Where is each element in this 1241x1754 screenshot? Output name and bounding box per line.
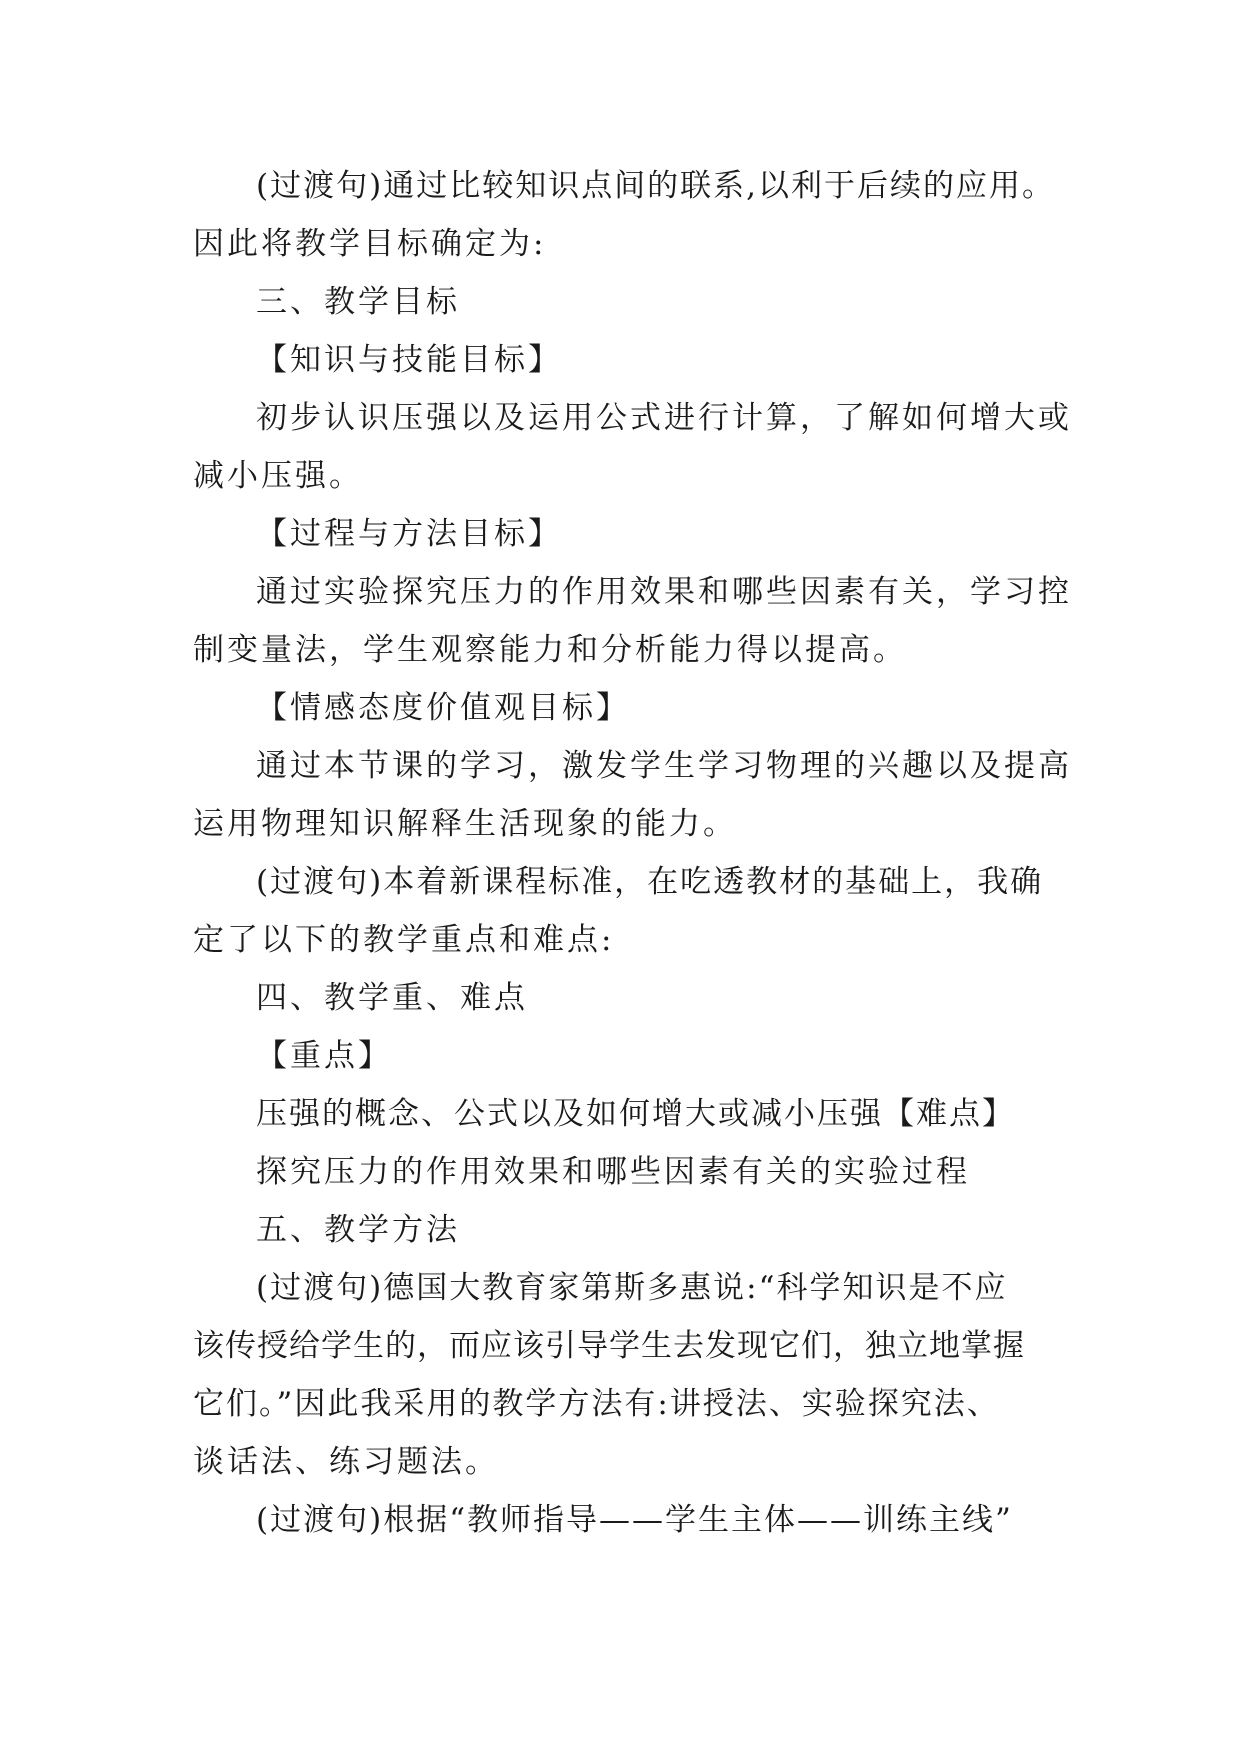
paragraph-line: 谈话法、练习题法。	[193, 1444, 499, 1480]
subsection-heading: 【情感态度价值观目标】	[256, 690, 630, 726]
paragraph-line: 因此将教学目标确定为:	[193, 226, 547, 262]
paragraph-line: (过渡句)通过比较知识点间的联系,以利于后续的应用。	[256, 168, 1056, 204]
section-heading: 五、教学方法	[256, 1212, 460, 1248]
paragraph-line: 制变量法，学生观察能力和分析能力得以提高。	[193, 632, 907, 668]
section-heading: 四、教学重、难点	[256, 980, 528, 1016]
subsection-heading: 【知识与技能目标】	[256, 342, 562, 378]
paragraph-line: (过渡句)根据“教师指导——学生主体——训练主线”	[256, 1502, 1013, 1538]
paragraph-line: 通过本节课的学习，激发学生学习物理的兴趣以及提高	[256, 748, 1072, 784]
paragraph-line: 探究压力的作用效果和哪些因素有关的实验过程	[256, 1154, 970, 1190]
paragraph-line: 初步认识压强以及运用公式进行计算，了解如何增大或	[256, 400, 1072, 436]
paragraph-line: 运用物理知识解释生活现象的能力。	[193, 806, 737, 842]
paragraph-line: (过渡句)本着新课程标准，在吃透教材的基础上，我确	[256, 864, 1044, 900]
paragraph-line: 减小压强。	[193, 458, 363, 494]
paragraph-line: 压强的概念、公式以及如何增大或减小压强【难点】	[256, 1096, 1015, 1132]
subsection-heading: 【过程与方法目标】	[256, 516, 562, 552]
paragraph-line: 该传授给学生的，而应该引导学生去发现它们，独立地掌握	[193, 1328, 1025, 1364]
section-heading: 三、教学目标	[256, 284, 460, 320]
subsection-heading: 【重点】	[256, 1038, 392, 1074]
paragraph-line: (过渡句)德国大教育家第斯多惠说:“科学知识是不应	[256, 1270, 1008, 1306]
paragraph-line: 定了以下的教学重点和难点:	[193, 922, 615, 958]
paragraph-line: 通过实验探究压力的作用效果和哪些因素有关，学习控	[256, 574, 1072, 610]
paragraph-line: 它们。”因此我采用的教学方法有:讲授法、实验探究法、	[193, 1386, 1000, 1422]
